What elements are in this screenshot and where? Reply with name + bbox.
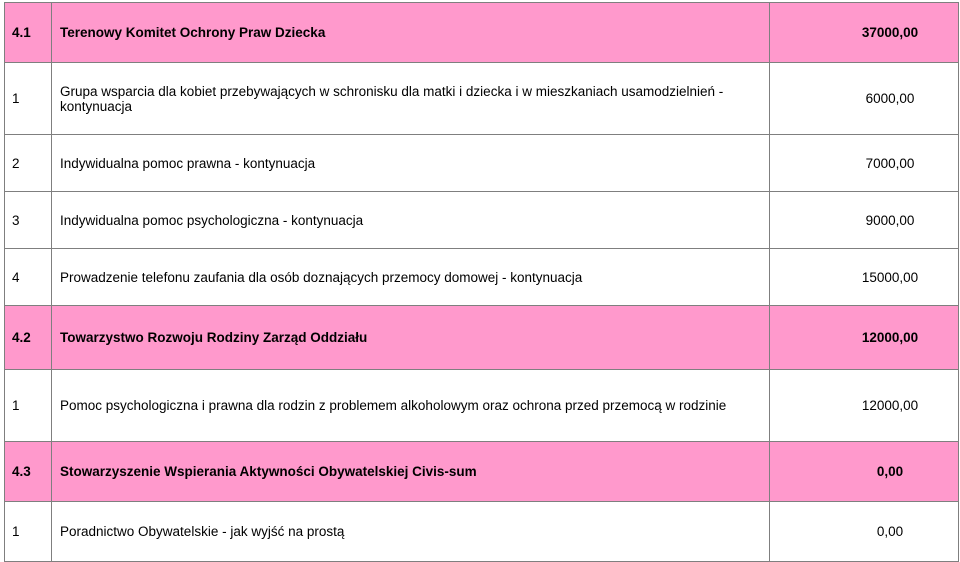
amount-cell xyxy=(770,502,959,562)
amount-cell xyxy=(770,306,959,370)
budget-table xyxy=(4,2,959,562)
row-number: 4.3 xyxy=(5,442,52,502)
row-number: 4.1 xyxy=(5,3,52,63)
task-name: Pomoc psychologiczna i prawna dla rodzin z problemem alkoholowym oraz ochrona przed przemocą w rodzinie xyxy=(52,370,770,442)
amount-value: 9000,00 xyxy=(865,212,915,228)
task-name: Poradnictwo Obywatelskie - jak wyjść na prostą xyxy=(52,502,770,562)
row-number: 1 xyxy=(5,502,52,562)
amount-value: 0,00 xyxy=(876,524,904,539)
organization-name: Towarzystwo Rozwoju Rodziny Zarząd Oddziału xyxy=(52,306,770,370)
amount-cell xyxy=(770,370,959,442)
task-row xyxy=(5,502,959,562)
row-number: 4.2 xyxy=(5,306,52,370)
task-row xyxy=(5,63,959,135)
task-name: Indywidualna pomoc psychologiczna - kontynuacja xyxy=(52,192,770,249)
amount-cell xyxy=(770,63,959,135)
row-number: 3 xyxy=(5,192,52,249)
organization-row xyxy=(5,442,959,502)
task-name: Prowadzenie telefonu zaufania dla osób doznających przemocy domowej - kontynuacja xyxy=(52,249,770,306)
amount-value: 12000,00 xyxy=(861,398,919,413)
organization-row xyxy=(5,306,959,370)
amount-cell xyxy=(770,135,959,192)
amount-cell xyxy=(770,192,959,249)
amount-cell xyxy=(770,442,959,502)
task-name: Grupa wsparcia dla kobiet przebywających w schronisku dla matki i dziecka i w mieszkaniach usamodzielnień - kontynuacja xyxy=(52,63,770,135)
organization-name: Stowarzyszenie Wspierania Aktywności Obywatelskiej Civis-sum xyxy=(52,442,770,502)
amount-cell xyxy=(770,249,959,306)
organization-name: Terenowy Komitet Ochrony Praw Dziecka xyxy=(52,3,770,63)
amount-value: 15000,00 xyxy=(861,269,919,285)
row-number: 1 xyxy=(5,370,52,442)
row-number: 1 xyxy=(5,63,52,135)
task-name: Indywidualna pomoc prawna - kontynuacja xyxy=(52,135,770,192)
row-number: 2 xyxy=(5,135,52,192)
task-row xyxy=(5,370,959,442)
amount-value: 7000,00 xyxy=(865,155,915,171)
organization-row xyxy=(5,3,959,63)
task-row xyxy=(5,135,959,192)
row-number: 4 xyxy=(5,249,52,306)
amount-value: 0,00 xyxy=(876,464,904,479)
amount-cell xyxy=(770,3,959,63)
task-row xyxy=(5,249,959,306)
amount-value: 12000,00 xyxy=(861,330,919,345)
amount-value: 37000,00 xyxy=(861,25,919,40)
task-row xyxy=(5,192,959,249)
amount-value: 6000,00 xyxy=(865,91,915,106)
